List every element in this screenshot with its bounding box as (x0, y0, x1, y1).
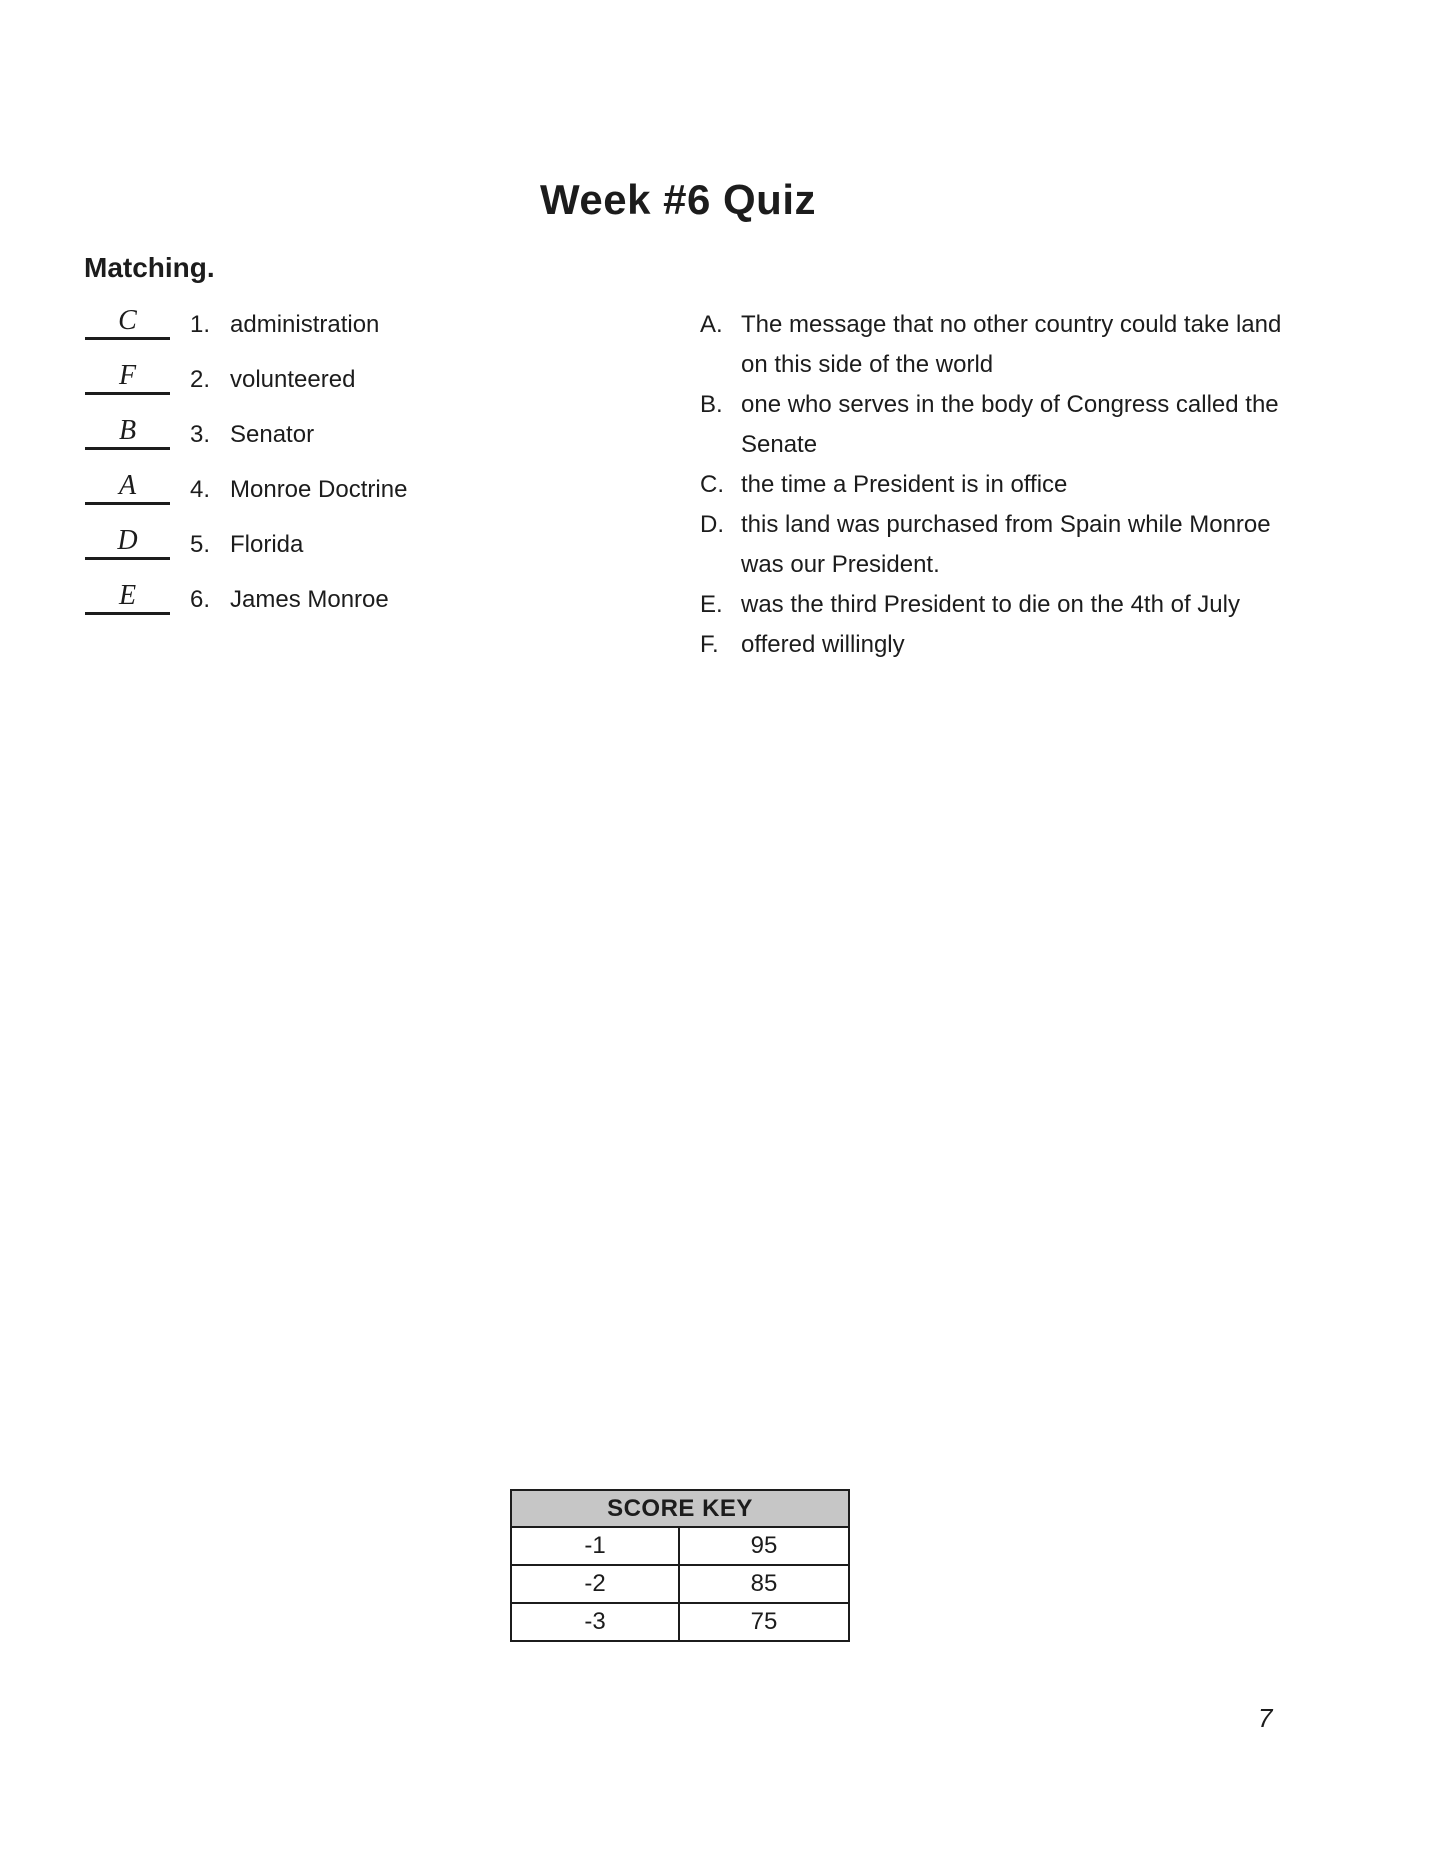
definition-letter: A. (700, 311, 723, 338)
item-number: 5. (190, 531, 211, 558)
item-number: 1. (190, 311, 211, 338)
definition-row (700, 585, 1300, 625)
score-key-header-row (511, 1490, 849, 1527)
score-cell: 75 (679, 1603, 849, 1641)
definition-row (700, 305, 1300, 385)
definition-letter: F. (700, 631, 719, 658)
item-number: 2. (190, 366, 211, 393)
item-term: Florida (230, 531, 304, 558)
item-number: 4. (190, 476, 211, 503)
matching-section-heading: Matching. (84, 252, 215, 283)
definition-text: this land was purchased from Spain while Monroe was our President. (741, 511, 1271, 578)
definition-row (700, 465, 1300, 505)
matching-item-row (85, 560, 407, 615)
answer-blank-1: C (85, 305, 170, 340)
item-term: Senator (230, 421, 315, 448)
answer-blank-5: D (85, 525, 170, 560)
definition-letter: C. (700, 471, 724, 498)
item-number: 3. (190, 421, 211, 448)
matching-item-row (85, 505, 407, 560)
definition-row (700, 385, 1300, 465)
definition-letter: E. (700, 591, 723, 618)
definition-text: the time a President is in office (741, 471, 1068, 498)
score-cell: 85 (679, 1565, 849, 1603)
matching-item-row (85, 450, 407, 505)
score-key-row (511, 1527, 849, 1565)
item-number: 6. (190, 586, 211, 613)
score-key-title: SCORE KEY (511, 1490, 849, 1527)
definition-row (700, 625, 1300, 665)
page-title: Week #6 Quiz (539, 176, 816, 223)
deduction-cell: -1 (511, 1527, 679, 1565)
item-term: administration (230, 311, 380, 338)
answer-blank-3: B (85, 415, 170, 450)
answer-blank-2: F (85, 360, 170, 395)
answer-blank-6: E (85, 580, 170, 615)
definition-letter: B. (700, 391, 723, 418)
deduction-cell: -2 (511, 1565, 679, 1603)
definition-list (700, 305, 1300, 665)
item-term: James Monroe (230, 586, 389, 613)
definition-row (700, 505, 1300, 585)
item-term: volunteered (230, 366, 356, 393)
score-cell: 95 (679, 1527, 849, 1565)
deduction-cell: -3 (511, 1603, 679, 1641)
definition-text: was the third President to die on the 4th of July (741, 591, 1240, 618)
score-key-row (511, 1565, 849, 1603)
definition-letter: D. (700, 511, 724, 538)
score-key-row (511, 1603, 849, 1641)
definition-text: one who serves in the body of Congress called the Senate (741, 391, 1279, 458)
matching-item-row (85, 395, 407, 450)
matching-item-row (85, 285, 407, 340)
definition-text: The message that no other country could take land on this side of the world (741, 311, 1282, 378)
definition-text: offered willingly (741, 631, 905, 658)
score-key-table (510, 1489, 850, 1642)
page-number: 7 (1258, 1703, 1273, 1733)
matching-item-list (85, 285, 407, 615)
answer-blank-4: A (85, 470, 170, 505)
item-term: Monroe Doctrine (230, 476, 408, 503)
matching-item-row (85, 340, 407, 395)
